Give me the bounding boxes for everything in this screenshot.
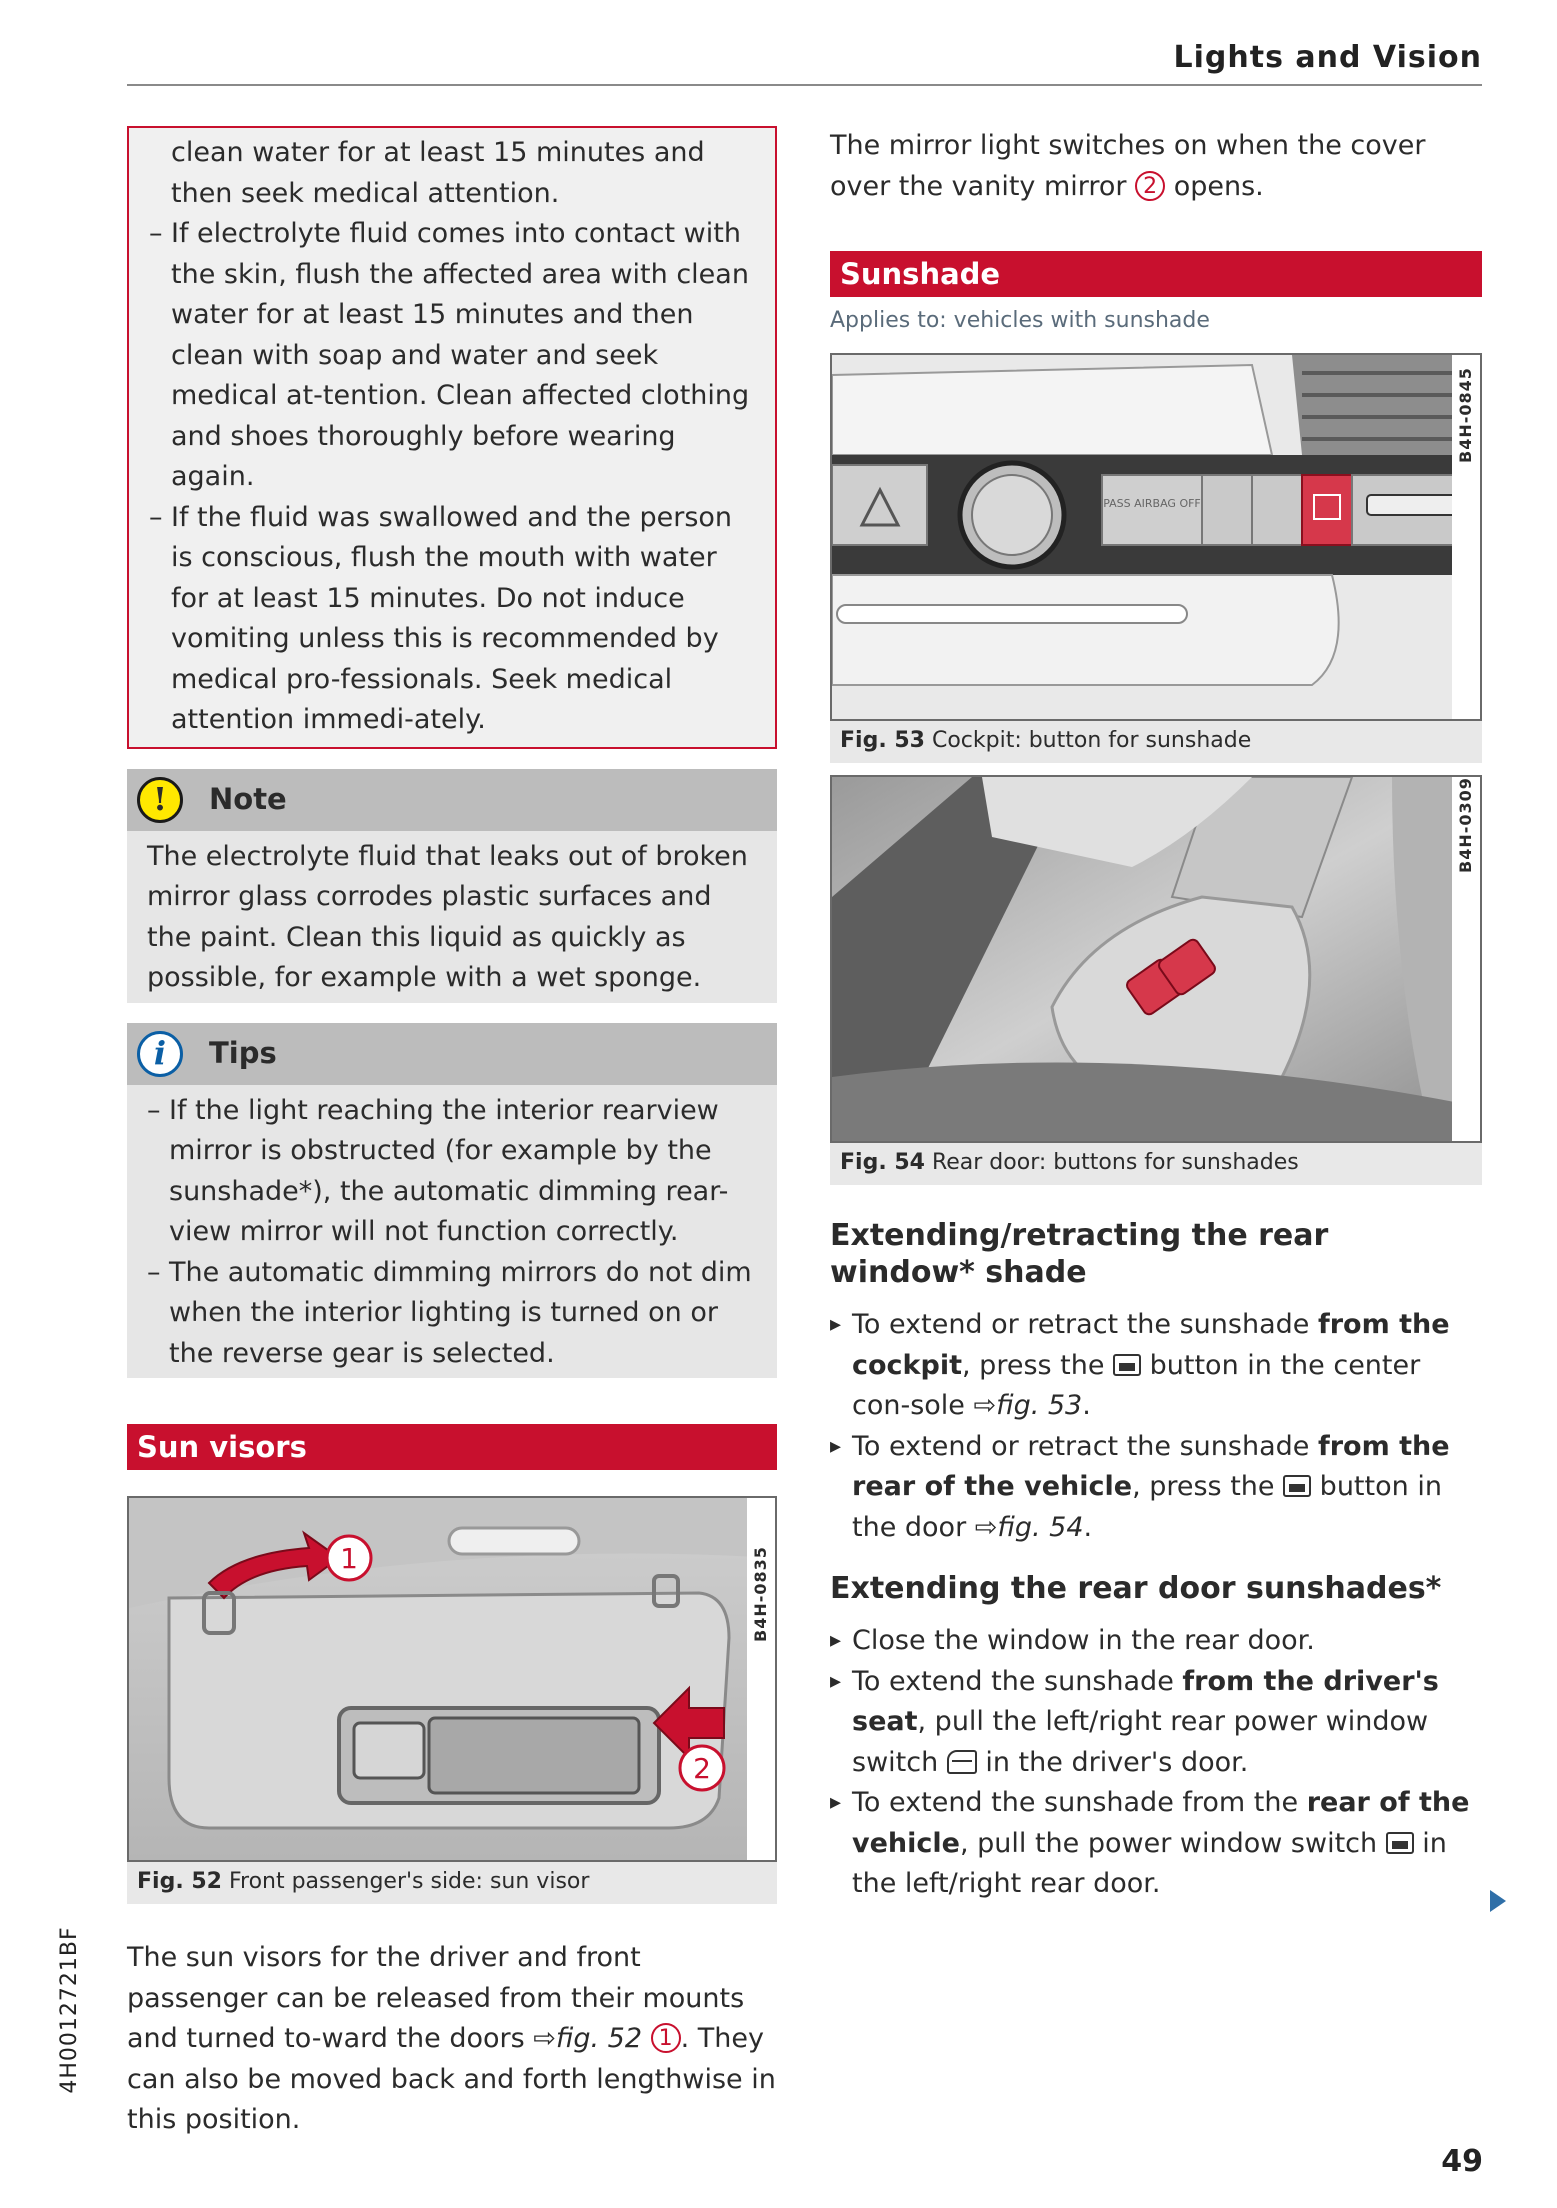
info-icon: i xyxy=(137,1031,183,1077)
figure-caption xyxy=(127,1862,777,1904)
rear-door-illustration xyxy=(830,775,1482,1143)
rear-door-drawing xyxy=(832,777,1480,1141)
figure-52 xyxy=(127,1496,777,1904)
note-text: The electrolyte fluid that leaks out of broken mirror glass corrodes plastic surfaces and the paint. Clean this liquid as quickly as possible, for example with a wet sponge. xyxy=(147,840,748,993)
mirror-light-paragraph: The mirror light switches on when the cover over the vanity mirror 2 opens. xyxy=(830,130,1426,202)
power-window-switch-icon xyxy=(947,1750,977,1774)
document-code: 4H0012721BF xyxy=(56,1926,82,2094)
subheading-rear-window: Extending/retracting the rear window* shade xyxy=(830,1218,1329,1290)
instruction-item: ▸ To extend or retract the sunshade from the cockpit, press the button in the center con-sole ⇨fig. 53. xyxy=(830,1305,1482,1427)
figure-label: Fig. 52 xyxy=(137,1869,222,1894)
sunshade-button-icon xyxy=(1283,1475,1311,1497)
continue-arrow-icon xyxy=(1490,1890,1506,1912)
cockpit-illustration xyxy=(830,353,1482,721)
figure-caption-text: Cockpit: button for sunshade xyxy=(931,728,1252,753)
header-divider xyxy=(127,84,1482,86)
figure-code: B4H-0845 xyxy=(1452,355,1480,719)
page-number: 49 xyxy=(1441,2144,1483,2179)
callout-1: 1 xyxy=(340,1542,358,1575)
exclamation-icon: ! xyxy=(137,777,183,823)
fig-ref-link[interactable]: fig. 53 xyxy=(996,1390,1083,1421)
fig-ref-link[interactable]: fig. 52 xyxy=(555,2023,643,2054)
fig-ref-link[interactable]: fig. 54 xyxy=(997,1511,1084,1543)
figure-54 xyxy=(830,775,1482,1185)
instruction-item: ▸ To extend or retract the sunshade from the rear of the vehicle, press the button in the door ⇨fig. 54. xyxy=(830,1427,1482,1549)
figure-label: Fig. 54 xyxy=(840,1150,925,1175)
figure-code: B4H-0309 xyxy=(1452,777,1480,1141)
figure-caption xyxy=(830,1143,1482,1185)
cockpit-drawing xyxy=(832,355,1480,719)
tips-body xyxy=(127,1085,777,1379)
warning-item: – If electrolyte fluid comes into contact with the skin, flush the affected area with clean water for at least 15 minutes and then clean with soap and water and seek medical at-tention. Clean affected clothing and shoes thoroughly before wearing again. xyxy=(149,214,757,498)
airbag-off-label: PASS AIRBAG OFF xyxy=(1103,497,1201,510)
note-panel xyxy=(127,769,777,1003)
section-heading-sun-visors: Sun visors xyxy=(127,1424,777,1470)
right-column xyxy=(830,126,1482,1905)
subheading-rear-door: Extending the rear door sunshades* xyxy=(830,1571,1442,1606)
sun-visor-paragraph: The sun visors for the driver and front passenger can be released from their mounts and turned to-ward the doors ⇨fig. 52 1 . They can also be moved back and forth lengthwise in this position. xyxy=(127,1942,776,2135)
note-header xyxy=(127,769,777,831)
warning-continuation: clean water for at least 15 minutes and then seek medical attention. xyxy=(171,137,705,209)
section-heading-sunshade: Sunshade xyxy=(830,251,1482,297)
callout-ref: 2 xyxy=(1135,171,1165,201)
figure-caption-text: Rear door: buttons for sunshades xyxy=(931,1150,1299,1175)
note-title: Note xyxy=(209,782,287,817)
figure-caption-text: Front passenger's side: sun visor xyxy=(228,1869,590,1894)
instruction-item: ▸ To extend the sunshade from the rear of the vehicle, pull the power window switch in the left/right rear door. xyxy=(830,1783,1482,1905)
left-column xyxy=(127,126,777,2141)
tips-header xyxy=(127,1023,777,1085)
instruction-item: ▸ To extend the sunshade from the driver's seat, pull the left/right rear power window switch in the driver's door. xyxy=(830,1662,1482,1784)
applies-to: Applies to: vehicles with sunshade xyxy=(830,308,1210,333)
arrow-right-icon: ⇨ xyxy=(533,2023,556,2054)
figure-caption xyxy=(830,721,1482,763)
figure-code: B4H-0835 xyxy=(747,1498,775,1860)
rear-door-instructions xyxy=(830,1621,1482,1905)
sunshade-button-icon xyxy=(1113,1354,1141,1376)
callout-2: 2 xyxy=(693,1752,711,1785)
figure-label: Fig. 53 xyxy=(840,728,925,753)
rear-window-instructions xyxy=(830,1305,1482,1548)
arrow-right-icon: ⇨ xyxy=(974,1511,998,1543)
warning-box xyxy=(127,126,777,749)
tip-item: – The automatic dimming mirrors do not dim when the interior lighting is turned on or the reverse gear is selected. xyxy=(147,1253,757,1375)
power-window-switch-icon xyxy=(1386,1832,1414,1854)
instruction-item: ▸ Close the window in the rear door. xyxy=(830,1621,1482,1662)
warning-item: – If the fluid was swallowed and the person is conscious, flush the mouth with water for at least 15 minutes. Do not induce vomiting unless this is recommended by medical pro-fessionals. Seek medical attention immedi-ately. xyxy=(149,498,757,741)
figure-53 xyxy=(830,353,1482,763)
arrow-right-icon: ⇨ xyxy=(973,1390,997,1421)
tip-item: – If the light reaching the interior rearview mirror is obstructed (for example by the sunshade*), the automatic dimming rear-view mirror will not function correctly. xyxy=(147,1091,757,1253)
sun-visor-illustration xyxy=(127,1496,777,1862)
callout-ref: 1 xyxy=(651,2023,681,2053)
tips-title: Tips xyxy=(209,1036,277,1071)
page-header-title: Lights and Vision xyxy=(1173,40,1482,75)
sun-visor-drawing xyxy=(129,1498,775,1860)
tips-panel xyxy=(127,1023,777,1379)
